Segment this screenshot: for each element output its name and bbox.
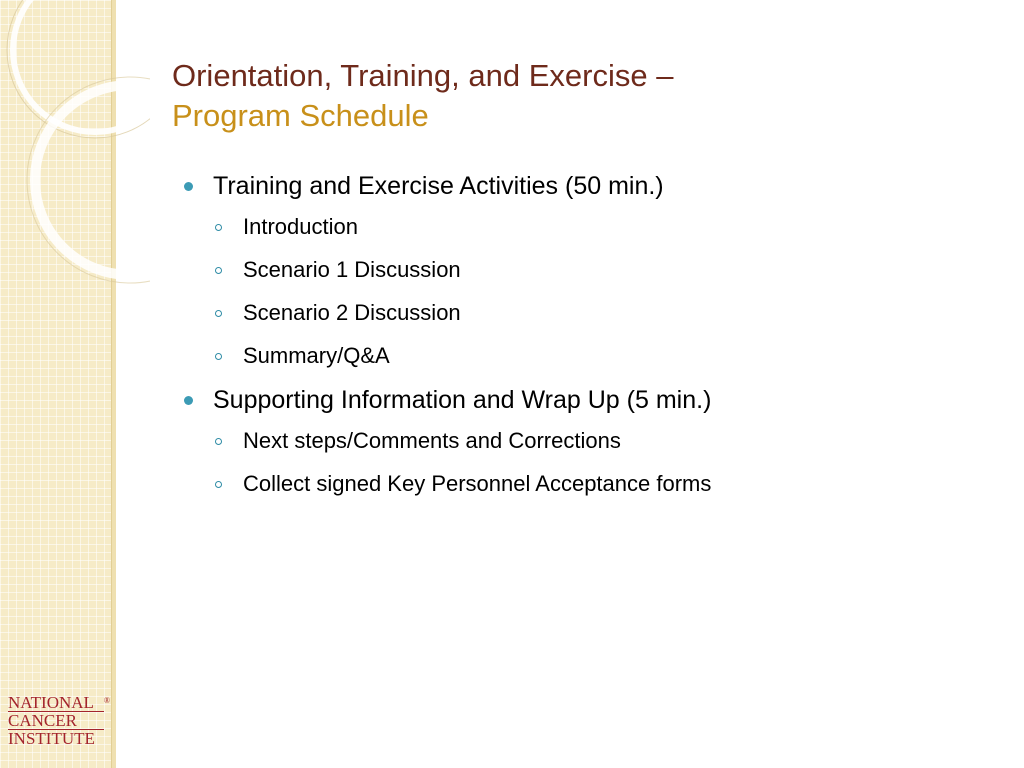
sub-bullet-item [184, 341, 984, 371]
nci-logo [8, 693, 110, 752]
bullet-group [184, 384, 984, 499]
bullet-dot-icon [184, 396, 193, 405]
slide-title [172, 56, 972, 136]
bullet-item [184, 170, 984, 202]
bullet-item [184, 384, 984, 416]
sub-bullet-circle-icon [215, 353, 222, 360]
sub-bullet-text: Collect signed Key Personnel Acceptance forms [243, 471, 712, 496]
bullet-text: Supporting Information and Wrap Up (5 min.) [213, 386, 712, 414]
sub-bullet-circle-icon [215, 310, 222, 317]
sub-bullet-circle-icon [215, 481, 222, 488]
sub-bullet-circle-icon [215, 438, 222, 445]
sub-bullet-item [184, 212, 984, 242]
slide-content [184, 170, 984, 512]
sub-bullet-circle-icon [215, 224, 222, 231]
bullet-dot-icon [184, 182, 193, 191]
logo-line-institute: INSTITUTE [8, 729, 95, 748]
sub-bullet-circle-icon [215, 267, 222, 274]
sub-bullet-text: Next steps/Comments and Corrections [243, 428, 621, 453]
slide-title-line1: Orientation, Training, and Exercise – [172, 58, 674, 93]
sub-bullet-item [184, 298, 984, 328]
logo-line-cancer: CANCER [8, 711, 104, 730]
sub-bullet-text: Scenario 1 Discussion [243, 257, 461, 282]
decorative-arcs [0, 0, 150, 290]
sub-bullet-text: Summary/Q&A [243, 343, 390, 368]
bullet-group [184, 170, 984, 371]
logo-line-national: NATIONAL [8, 693, 94, 712]
sub-bullet-item [184, 469, 984, 499]
slide-title-line2: Program Schedule [172, 98, 429, 133]
sub-bullet-item [184, 426, 984, 456]
bullet-text: Training and Exercise Activities (50 min.) [213, 172, 664, 200]
sub-bullet-item [184, 255, 984, 285]
sub-bullet-text: Introduction [243, 214, 358, 239]
registered-mark: ® [103, 696, 110, 705]
sub-bullet-text: Scenario 2 Discussion [243, 300, 461, 325]
